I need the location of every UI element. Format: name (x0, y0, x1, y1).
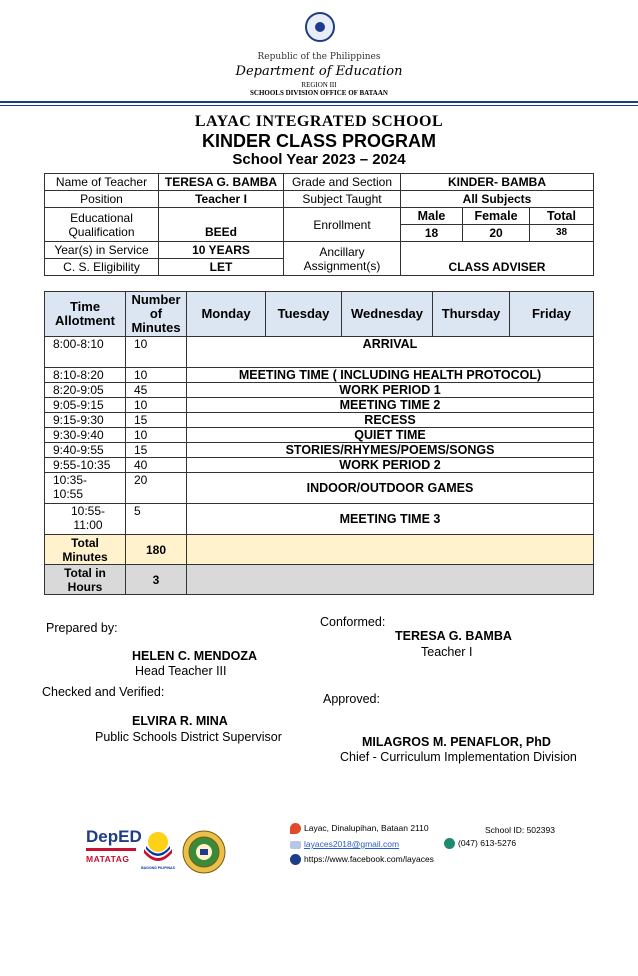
header-tuesday: Tuesday (266, 292, 342, 337)
school-seal-logo (182, 830, 226, 874)
subject-value: All Subjects (401, 191, 594, 208)
footer-phone (444, 838, 516, 849)
position-value: Teacher I (159, 191, 284, 208)
name-label: Name of Teacher (45, 174, 159, 191)
row-minutes: 15 (126, 443, 187, 458)
row-minutes: 45 (126, 383, 187, 398)
bagong-pilipinas-icon (140, 829, 176, 861)
header-minutes-line2: of (149, 306, 163, 321)
deped-matatag-logo (86, 827, 142, 874)
row-activity: QUIET TIME (187, 428, 594, 443)
grade-value: KINDER- BAMBA (401, 174, 594, 191)
cs-label: C. S. Eligibility (45, 259, 159, 276)
male-label: Male (401, 208, 463, 225)
teacher-info-table (44, 173, 594, 276)
checked-title: Public Schools District Supervisor (95, 730, 282, 744)
total-minutes-line2: Minutes (62, 549, 108, 564)
row-minutes: 40 (126, 458, 187, 473)
header-monday: Monday (187, 292, 266, 337)
ancillary-label (284, 242, 401, 276)
row-activity: WORK PERIOD 1 (187, 383, 594, 398)
header-minutes (126, 292, 187, 337)
footer-school-id: School ID: 502393 (485, 825, 555, 835)
row-minutes: 10 (126, 337, 187, 368)
header-friday: Friday (510, 292, 594, 337)
header-thursday: Thursday (433, 292, 510, 337)
row-time: 9:30-9:40 (45, 428, 126, 443)
header-wednesday: Wednesday (342, 292, 433, 337)
total-value: 38 (530, 225, 594, 242)
footer-email[interactable] (290, 839, 399, 849)
footer-address (290, 823, 429, 834)
row-time-line2: 10:55 (53, 487, 84, 501)
table-row (45, 383, 594, 398)
grade-label: Grade and Section (284, 174, 401, 191)
total-hours-blank (187, 565, 594, 595)
approved-name: MILAGROS M. PENAFLOR, PhD (362, 735, 551, 749)
deped-logo-text: DepED (86, 827, 142, 846)
row-minutes: 5 (126, 504, 187, 535)
ancillary-value: CLASS ADVISER (401, 242, 594, 276)
total-hours-label (45, 565, 126, 595)
total-label: Total (530, 208, 594, 225)
row-time-line2: 11:00 (73, 518, 103, 532)
header-minutes-line3: Minutes (131, 320, 181, 335)
education-label-line2: Qualification (68, 224, 135, 239)
name-value: TERESA G. BAMBA (159, 174, 284, 191)
school-seal-icon (182, 830, 226, 874)
conformed-title: Teacher I (421, 645, 473, 659)
subject-label: Subject Taught (284, 191, 401, 208)
approved-title: Chief - Curriculum Implementation Division (340, 750, 577, 764)
row-time: 8:00-8:10 (45, 337, 126, 368)
total-hours-line1: Total in (64, 565, 106, 580)
table-row (45, 473, 594, 504)
ancillary-label-line2: Assignment(s) (303, 258, 381, 273)
row-time-line1: 10:55- (70, 504, 106, 518)
total-minutes-blank (187, 535, 594, 565)
prepared-title: Head Teacher III (135, 664, 227, 678)
row-activity: WORK PERIOD 2 (187, 458, 594, 473)
footer-facebook[interactable] (290, 854, 434, 865)
matatag-text: MATATAG (86, 854, 130, 864)
email-icon (290, 841, 301, 849)
footer-facebook-link[interactable]: https://www.facebook.com/layaces (304, 854, 434, 864)
table-row (45, 428, 594, 443)
header-time-line2: Allotment (55, 313, 115, 328)
table-row (45, 413, 594, 428)
education-label (45, 208, 159, 242)
cs-value: LET (159, 259, 284, 276)
row-time (45, 473, 126, 504)
header-time-line1: Time (69, 299, 101, 314)
table-row (45, 458, 594, 473)
row-time: 8:20-9:05 (45, 383, 126, 398)
header-time (45, 292, 126, 337)
header-minutes-line1: Number (131, 292, 181, 307)
header-rule (0, 101, 638, 103)
facebook-icon (290, 854, 301, 865)
row-activity: STORIES/RHYMES/POEMS/SONGS (187, 443, 594, 458)
row-minutes: 10 (126, 428, 187, 443)
total-minutes-label (45, 535, 126, 565)
prepared-name: HELEN C. MENDOZA (132, 649, 257, 663)
header-republic: Republic of the Philippines (257, 52, 381, 62)
header-region: REGION III (301, 81, 337, 89)
row-minutes: 20 (126, 473, 187, 504)
row-time-line1: 10:35- (53, 473, 88, 487)
page-title: KINDER CLASS PROGRAM (201, 131, 436, 151)
header-rule-thin (0, 105, 638, 106)
enrollment-label: Enrollment (284, 208, 401, 242)
row-time (45, 504, 126, 535)
ancillary-label-line1: Ancillary (319, 244, 365, 259)
footer-email-link[interactable]: layaces2018@gmail.com (304, 839, 400, 849)
row-time: 9:05-9:15 (45, 398, 126, 413)
table-row (45, 504, 594, 535)
bagong-pilipinas-text: BAGONG PILIPINAS (141, 866, 175, 870)
table-row (45, 398, 594, 413)
row-activity: RECESS (187, 413, 594, 428)
row-time: 9:15-9:30 (45, 413, 126, 428)
class-schedule-table (44, 291, 594, 595)
female-label: Female (463, 208, 530, 225)
checked-label: Checked and Verified: (42, 685, 165, 699)
male-value: 18 (401, 225, 463, 242)
row-minutes: 10 (126, 398, 187, 413)
total-minutes-row (45, 535, 594, 565)
row-time: 9:40-9:55 (45, 443, 126, 458)
table-row (45, 337, 594, 368)
row-time: 9:55-10:35 (45, 458, 126, 473)
deped-seal-icon (305, 12, 335, 42)
school-year: School Year 2023 – 2024 (232, 151, 406, 168)
footer-phone-text: (047) 613-5276 (458, 838, 517, 848)
approved-label: Approved: (323, 692, 380, 706)
row-time: 8:10-8:20 (45, 368, 126, 383)
phone-icon (444, 838, 455, 849)
conformed-name: TERESA G. BAMBA (395, 629, 512, 643)
checked-name: ELVIRA R. MINA (132, 714, 228, 728)
row-activity: INDOOR/OUTDOOR GAMES (187, 473, 594, 504)
total-minutes-value: 180 (126, 535, 187, 565)
location-pin-icon (290, 823, 301, 834)
school-name: LAYAC INTEGRATED SCHOOL (194, 113, 444, 130)
footer-address-text: Layac, Dinalupihan, Bataan 2110 (304, 823, 429, 833)
total-minutes-line1: Total (71, 535, 99, 550)
total-hours-line2: Hours (67, 579, 103, 594)
total-hours-value: 3 (126, 565, 187, 595)
table-row (45, 368, 594, 383)
bagong-pilipinas-logo (140, 829, 176, 871)
row-activity: ARRIVAL (187, 337, 594, 368)
total-hours-row (45, 565, 594, 595)
row-minutes: 15 (126, 413, 187, 428)
position-label: Position (45, 191, 159, 208)
row-activity: MEETING TIME ( INCLUDING HEALTH PROTOCOL) (187, 368, 594, 383)
years-label: Year(s) in Service (45, 242, 159, 259)
row-activity: MEETING TIME 2 (187, 398, 594, 413)
header-department: Department of Education (235, 64, 403, 79)
row-activity: MEETING TIME 3 (187, 504, 594, 535)
row-minutes: 10 (126, 368, 187, 383)
education-value: BEEd (159, 208, 284, 242)
years-value: 10 YEARS (159, 242, 284, 259)
prepared-label: Prepared by: (46, 621, 118, 635)
female-value: 20 (463, 225, 530, 242)
education-label-line1: Educational (70, 210, 133, 225)
conformed-label: Conformed: (320, 615, 386, 629)
table-row (45, 443, 594, 458)
header-division: SCHOOLS DIVISION OFFICE OF BATAAN (250, 89, 388, 97)
